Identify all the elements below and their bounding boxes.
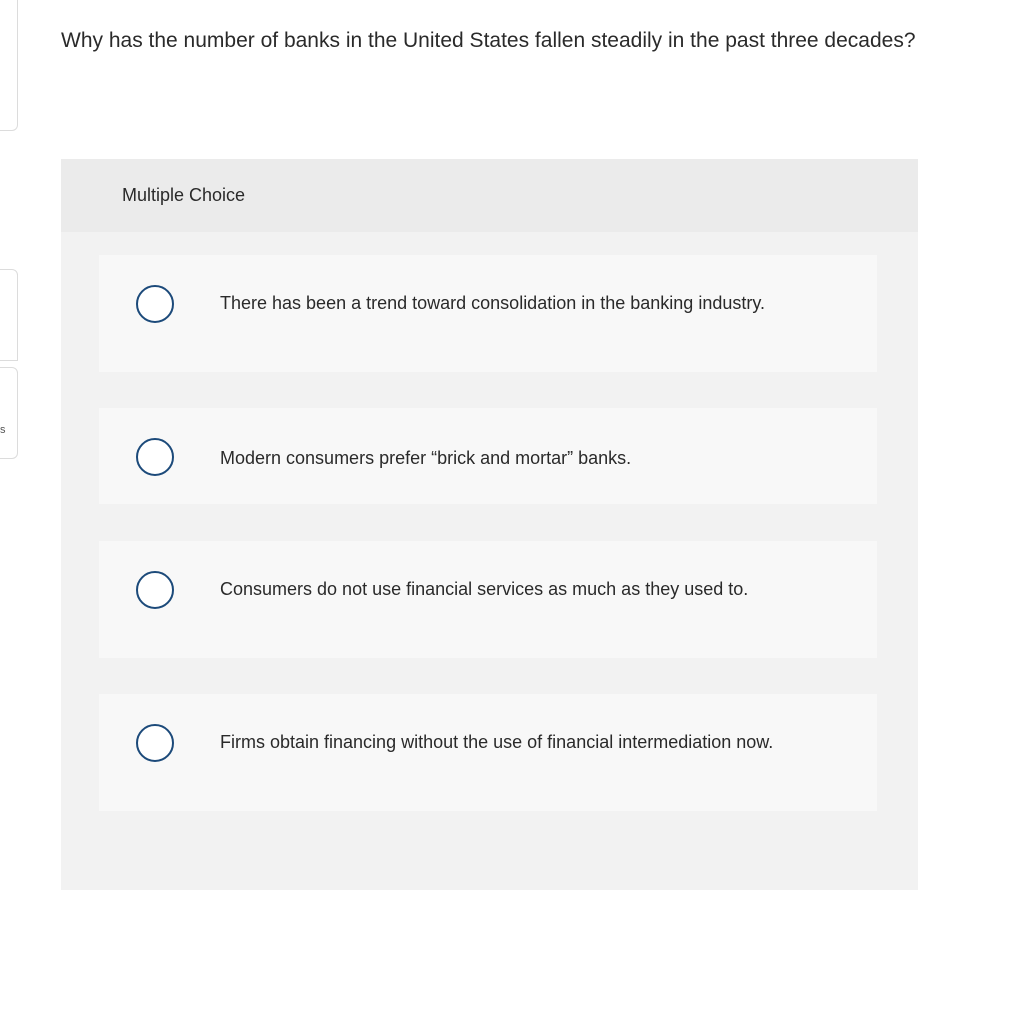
side-panel-middle[interactable] — [0, 269, 18, 361]
answer-option-3[interactable] — [99, 541, 877, 658]
answer-option-4[interactable] — [99, 694, 877, 811]
radio-button-icon[interactable] — [136, 438, 174, 476]
radio-button-icon[interactable] — [136, 571, 174, 609]
side-panel-glyph: s — [0, 424, 6, 436]
radio-button-icon[interactable] — [136, 285, 174, 323]
side-panel-lower[interactable] — [0, 367, 18, 459]
question-text: Why has the number of banks in the United States fallen steadily in the past three decades? — [61, 29, 916, 52]
answer-option-1[interactable] — [99, 255, 877, 372]
answer-option-label: Modern consumers prefer “brick and mortar” banks. — [220, 448, 632, 468]
multiple-choice-header — [61, 159, 918, 232]
multiple-choice-panel — [61, 159, 918, 890]
answer-option-label: Firms obtain financing without the use of financial intermediation now. — [220, 732, 774, 752]
radio-button-icon[interactable] — [136, 724, 174, 762]
answer-option-label: There has been a trend toward consolidation in the banking industry. — [220, 293, 766, 313]
answer-option-2[interactable] — [99, 408, 877, 504]
answer-option-label: Consumers do not use financial services as much as they used to. — [220, 579, 749, 599]
side-panel-top[interactable] — [0, 0, 18, 131]
multiple-choice-label: Multiple Choice — [122, 185, 246, 205]
